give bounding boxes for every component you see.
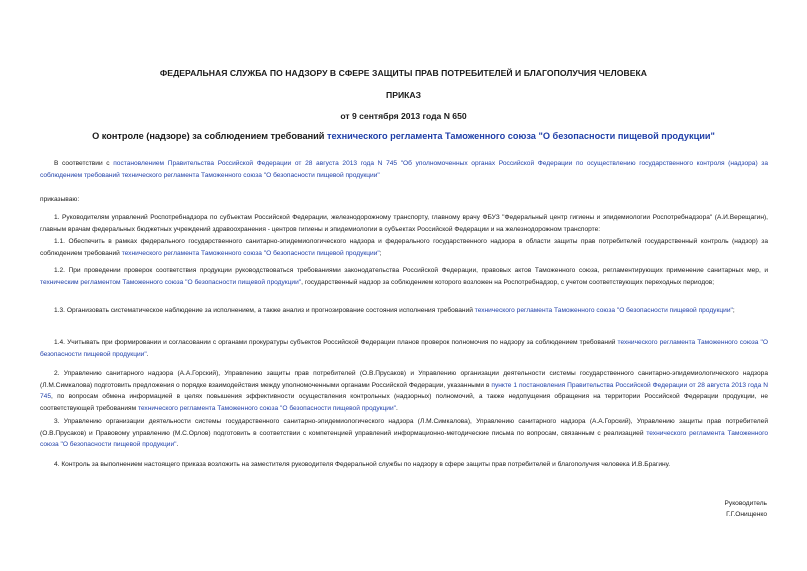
paragraph-4-text: 4. Контроль за выполнением настоящего приказа возложить на заместителя руководителя Федеральной службы по надзору в сфере защиты прав потребителей и благополучия человека И.В.Брагину. (54, 461, 671, 468)
paragraph-1-1 (40, 236, 768, 259)
paragraph-1-3-text: 1.3. Организовать систематическое наблюдение за исполнением, а также анализ и прогнозирование состояния исполнения требований (54, 307, 475, 314)
paragraph-1-3-link[interactable]: технического регламента Таможенного союза "О безопасности пищевой продукции" (474, 307, 733, 314)
paragraph-1-4-end: . (146, 350, 149, 358)
paragraph-1-2-end: , государственный надзор за соблюдением которого возложен на Роспотребнадзор, с учетом соответствующих переходных периодов; (301, 278, 715, 286)
date-number-heading: от 9 сентября 2013 года N 650 (340, 111, 467, 121)
paragraph-1-4-link[interactable]: технического регламента Таможенного союза "О безопасности пищевой продукции" (40, 339, 769, 358)
paragraph-1-1-end: ; (379, 249, 382, 257)
paragraph-3-text: 3. Управлению организации деятельности системы государственного санитарно-эпидемиологического надзора (Л.М.Симкалова), Управлению санитарного надзора (А.А.Горский), Управлению защиты прав потребителей (О.В.Прусаков) и Правовому управлению (М.С.Орлов) подготовить в соответствии с компетенцией управлений информационно-методические письма по вопросам, связанным с реализацией (40, 418, 768, 437)
preamble-text: В соответствии с (54, 160, 114, 167)
paragraph-1 (40, 212, 768, 235)
signature-name: Г.Г.Онищенко (726, 511, 767, 518)
paragraph-2-text: 2. Управлению санитарного надзора (А.А.Горский), Управлению защиты прав потребителей (О.В.Прусаков) и Управлению организации деятельности системы государственного санитарно-эпидемиологического надзора (Л.М.Симкалова) подготовить предложения о порядке взаимодействия между уполномоченными органами Российской Федерации, указанными в (40, 370, 768, 389)
paragraph-1-1-link[interactable]: технического регламента Таможенного союза "О безопасности пищевой продукции" (121, 249, 380, 257)
agency-heading: ФЕДЕРАЛЬНАЯ СЛУЖБА ПО НАДЗОРУ В СФЕРЕ ЗАЩИТЫ ПРАВ ПОТРЕБИТЕЛЕЙ И БЛАГОПОЛУЧИЯ ЧЕЛОВЕКА (159, 68, 648, 78)
paragraph-2-text-cont: , по вопросам обмена информацией в целях повышения эффективности осуществления контрольных (надзорных) полномочий, а также недопущения обращения на территории Российской Федерации продукции, не соответствующей требованиям (40, 393, 768, 412)
paragraph-1-3-end: ; (732, 307, 735, 314)
paragraph-2 (40, 368, 768, 414)
paragraph-2-end: . (396, 404, 398, 412)
title-prefix: О контроле (надзоре) за соблюдением требований (92, 131, 327, 141)
paragraph-1-2-text: 1.2. При проведении проверок соответствия продукции руководствоваться требованиями законодательства Российской Федерации, правовых актов Таможенного союза, регламентирующих применение санитарных мер, и (54, 267, 768, 274)
document-type-heading: ПРИКАЗ (386, 90, 421, 100)
preamble-decree-link[interactable]: постановлением Правительства Российской Федерации от 28 августа 2013 года N 745 "Об уполномоченных органах Российской Федерации по осуществлению государственного контроля (надзора) за соблюдением требований технического регламента Таможенного союза "О безопасности пищевой продукции" (40, 160, 769, 179)
paragraph-2-regulation-link[interactable]: технического регламента Таможенного союза "О безопасности пищевой продукции" (137, 404, 396, 412)
order-word: приказываю: (40, 196, 80, 203)
paragraph-1-text: 1. Руководителям управлений Роспотребнадзора по субъектам Российской Федерации, железнодорожному транспорту, главному врачу ФБУЗ "Федеральный центр гигиены и эпидемиологии Роспотребнадзора" (А.И.Верещагин), главным врачам федеральных бюджетных учреждений здравоохранения - центров гигиены и эпидемиологии в субъектах Российской Федерации и на железнодорожном транспорте: (40, 214, 768, 233)
paragraph-1-3 (40, 305, 768, 317)
paragraph-1-2 (40, 265, 768, 288)
preamble-paragraph (40, 158, 768, 181)
paragraph-3-link[interactable]: технического регламента Таможенного союза "О безопасности пищевой продукции" (40, 429, 769, 448)
paragraph-1-4-text: 1.4. Учитывать при формировании и согласовании с органами прокуратуры субъектов Российской Федерации планов проверок полномочия по надзору за соблюдением требований (54, 339, 618, 346)
document-title (0, 131, 807, 141)
paragraph-1-4 (40, 337, 768, 360)
signature-position: Руководитель (724, 500, 767, 507)
paragraph-4 (40, 459, 768, 471)
paragraph-3 (40, 416, 768, 451)
paragraph-2-decree-link[interactable]: пункте 1 постановления Правительства Российской Федерации от 28 августа 2013 года N 745 (40, 381, 768, 400)
title-regulation-link[interactable]: технического регламента Таможенного союза "О безопасности пищевой продукции" (326, 131, 715, 141)
paragraph-1-1-text: 1.1. Обеспечить в рамках федерального государственного санитарно-эпидемиологического надзора и федерального государственного надзора в области защиты прав потребителей государственный контроль (надзор) за соблюдением требований (40, 238, 768, 257)
paragraph-1-2-link[interactable]: техническим регламентом Таможенного союза "О безопасности пищевой продукции" (40, 278, 302, 286)
paragraph-3-end: . (176, 441, 179, 448)
